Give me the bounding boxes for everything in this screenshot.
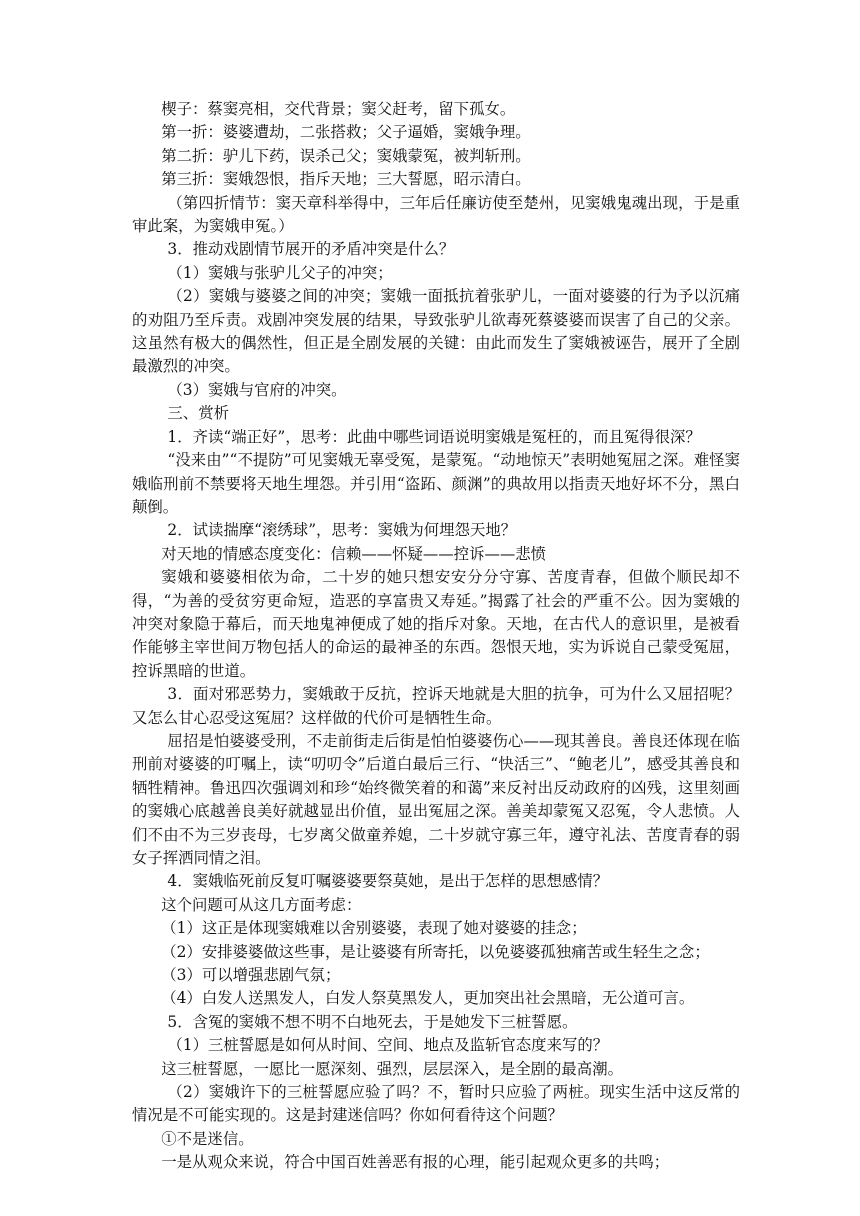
- question-heading: 3．推动戏剧情节展开的矛盾冲突是什么？: [167, 240, 455, 259]
- paragraph: （1）窦娥与张驴儿父子的冲突；: [167, 263, 393, 282]
- paragraph: 楔子：蔡窦亮相，交代背景；窦父赶考，留下孤女。: [161, 100, 516, 118]
- question-heading: 3．面对邪恶势力，窦娥敢于反抗，控诉天地就是大胆的抗争，可为什么又屈招呢？又怎么甘心忍受这冤屈？这样做的代价可是牺牲生命。: [132, 685, 740, 727]
- question-heading: 5．含冤的窦娥不想不明不白地死去，于是她发下三桩誓愿。: [167, 1012, 578, 1031]
- paragraph: （2）安排婆婆做这些事，是让婆婆有所寄托，以免婆婆孤独痛苦或生轻生之念；: [161, 942, 710, 961]
- paragraph: 第二折：驴儿下药，误杀己父；窦娥蒙冤，被判斩刑。: [161, 146, 531, 165]
- question-heading: 1．齐读“端正好”，思考：此曲中哪些词语说明窦娥是冤枉的，而且冤得很深？: [167, 427, 701, 446]
- paragraph: （4）白发人送黑发人，白发人祭莫黑发人，更加突出社会黑暗，无公道可言。: [161, 989, 695, 1008]
- question-heading: 2．试读揣摩“滚绣球”，思考：窦娥为何埋怨天地？: [167, 521, 517, 540]
- paragraph: 一是从观众来说，符合中国百姓善恶有报的心理，能引起观众更多的共鸣；: [161, 1153, 670, 1172]
- paragraph: （1）这正是体现窦娥难以舍别婆婆，表现了她对婆婆的挂念；: [161, 919, 587, 938]
- paragraph: 屈招是怕婆婆受刑，不走前街走后街是怕怕婆婆伤心——现其善良。善良还体现在临刑前对婆婆的叮嘱上，读“叨叨令”后道白最后三行、“快活三”、“鲍老儿”，感受其善良和牺牲精神。鲁迅四次强调刘和珍“始终微笑着的和蔼”来反衬出反动政府的凶残，这里刻画的窦娥心底越善良美好就越显出价值，显出冤屈之深。善美却蒙冤又忍冤，令人悲愤。人们不由不为三岁丧母，七岁离父做童养媳，二十岁就守寡三年，遵守礼法、苦度青春的弱女子挥洒同情之泪。: [132, 731, 740, 867]
- paragraph: （3）可以增强悲剧气氛；: [161, 966, 341, 985]
- paragraph: （第四折情节：窦天章科举得中，三年后任廉访使至楚州，见窦娥鬼魂出现，于是重审此案，为窦娥申冤。）: [132, 193, 740, 236]
- paragraph: （1）三桩誓愿是如何从时间、空间、地点及监斩官态度来写的？: [167, 1036, 609, 1055]
- document-body: [132, 98, 740, 1175]
- paragraph: （3）窦娥与官府的冲突。: [167, 380, 347, 399]
- paragraph: “没来由”“不提防”可见窦娥无辜受冤，是蒙冤。“动地惊天”表明她冤屈之深。难怪窦娥临刑前不禁要将天地生埋怨。并引用“盗跖、颜渊”的典故用以指责天地好坏不分，黑白颠倒。: [132, 451, 740, 516]
- question-heading: 4．窦娥临死前反复叮嘱婆婆要祭莫她，是出于怎样的思想感情？: [167, 872, 609, 891]
- paragraph: （2）窦娥与婆婆之间的冲突；窦娥一面抵抗着张驴儿，一面对婆婆的行为予以沉痛的劝阻乃至斥责。戏剧冲突发展的结果，导致张驴儿欲毒死蔡婆婆而误害了自己的父亲。这虽然有极大的偶然性，但正是全剧发展的关键：由此而发生了窦娥被诬告，展开了全剧最激烈的冲突。: [132, 287, 740, 376]
- paragraph: 这个问题可从这几方面考虑：: [161, 895, 362, 914]
- paragraph: 这三桩誓愿，一愿比一愿深刻、强烈，层层深入，是全剧的最高潮。: [161, 1059, 623, 1078]
- paragraph: （2）窦娥许下的三桩誓愿应验了吗？不，暂时只应验了两桩。现实生活中这反常的情况是不可能实现的。这是封建迷信吗？你如何看待这个问题？: [132, 1083, 740, 1125]
- paragraph: ①不是迷信。: [161, 1129, 254, 1148]
- paragraph: 第一折：婆婆遭劫，二张搭救；父子逼婚，窦娥争理。: [161, 123, 531, 142]
- paragraph: 第三折：窦娥怨恨，指斥天地；三大誓愿，昭示清白。: [161, 170, 531, 189]
- section-heading: 三、赏析: [167, 404, 229, 423]
- paragraph: 对天地的情感态度变化：信赖——怀疑——控诉——悲愤: [161, 544, 547, 563]
- paragraph: 窦娥和婆婆相依为命，二十岁的她只想安安分分守寡、苦度青春，但做个顺民却不得，“为善的受贫穷更命短，造恶的享富贵又寿延。”揭露了社会的严重不公。因为窦娥的冲突对象隐于幕后，而天地鬼神便成了她的指斥对象。天地，在古代人的意识里，是被看作能够主宰世间万物包括人的命运的最神圣的东西。怨恨天地，实为诉说自己蒙受冤屈，控诉黑暗的世道。: [132, 568, 740, 680]
